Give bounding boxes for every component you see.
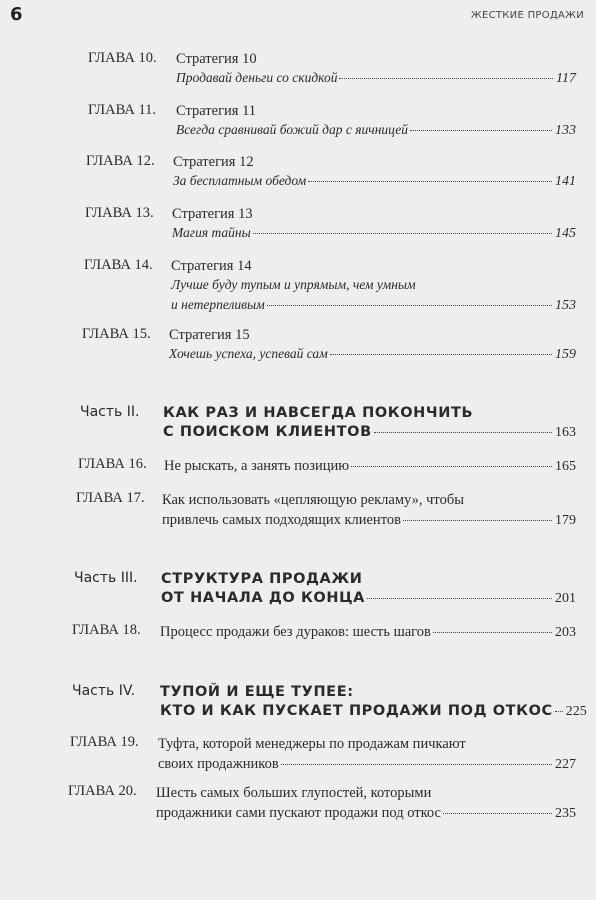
chapter-title: Стратегия 11 <box>176 103 257 119</box>
page-ref: 165 <box>555 459 576 474</box>
page-number: 6 <box>10 4 23 25</box>
leader-dots <box>339 78 553 79</box>
part-title: КАК РАЗ И НАВСЕГДА ПОКОНЧИТЬ <box>163 405 474 421</box>
page-ref: 163 <box>555 425 576 440</box>
page-ref: 153 <box>555 298 576 313</box>
page-ref: 201 <box>555 591 576 606</box>
leader-dots <box>281 764 552 765</box>
leader-dots <box>403 520 552 521</box>
chapter-subtitle: За бесплатным обедом <box>173 173 307 188</box>
page-ref: 141 <box>555 174 576 189</box>
page-ref: 203 <box>555 625 576 640</box>
chapter-subtitle: Продавай деньги со скидкой <box>176 70 338 85</box>
chapter-label: ГЛАВА 20. <box>68 783 137 799</box>
leader-dots <box>351 466 552 467</box>
chapter-label: ГЛАВА 16. <box>78 456 147 472</box>
leader-dots <box>330 354 552 355</box>
chapter-title: Процесс продажи без дураков: шесть шагов <box>160 624 431 640</box>
part-title: СТРУКТУРА ПРОДАЖИ <box>161 571 363 587</box>
chapter-title-cont: продажники сами пускают продажи под откос <box>156 805 441 821</box>
running-title: ЖЕСТКИЕ ПРОДАЖИ <box>470 10 584 21</box>
page-ref: 133 <box>555 123 576 138</box>
chapter-label: ГЛАВА 18. <box>72 622 141 638</box>
leader-dots <box>308 181 552 182</box>
chapter-title-cont: своих продажников <box>158 756 279 772</box>
chapter-label: ГЛАВА 13. <box>85 205 154 221</box>
part-label: Часть III. <box>74 570 138 586</box>
chapter-title-cont: привлечь самых подходящих клиентов <box>162 512 401 528</box>
page-ref: 235 <box>555 806 576 821</box>
leader-dots <box>374 432 552 433</box>
chapter-subtitle: Хочешь успеха, успевай сам <box>169 346 328 361</box>
chapter-title: Шесть самых больших глупостей, которыми <box>156 785 432 801</box>
chapter-title: Стратегия 12 <box>173 154 254 170</box>
chapter-title: Не рыскать, а занять позицию <box>164 458 350 474</box>
part-title-cont: КТО И КАК ПУСКАЕТ ПРОДАЖИ ПОД ОТКОС <box>160 703 553 719</box>
chapter-title: Как использовать «цепляющую рекламу», чтобы <box>162 492 464 508</box>
leader-dots <box>267 305 552 306</box>
chapter-label: ГЛАВА 14. <box>84 257 153 273</box>
chapter-subtitle-cont: и нетерпеливым <box>171 297 265 312</box>
page-ref: 159 <box>555 347 576 362</box>
part-label: Часть II. <box>80 404 140 420</box>
page-ref: 225 <box>565 704 587 719</box>
leader-dots <box>253 233 552 234</box>
part-title: ТУПОЙ И ЕЩЕ ТУПЕЕ: <box>160 684 354 700</box>
chapter-title: Стратегия 14 <box>171 258 252 274</box>
page-ref: 117 <box>556 71 576 86</box>
leader-dots <box>555 711 563 712</box>
page-ref: 179 <box>555 513 576 528</box>
chapter-label: ГЛАВА 12. <box>86 153 155 169</box>
chapter-subtitle: Всегда сравнивай божий дар с яичницей <box>176 122 408 137</box>
leader-dots <box>433 632 552 633</box>
chapter-label: ГЛАВА 19. <box>70 734 139 750</box>
leader-dots <box>367 598 552 599</box>
chapter-title: Стратегия 13 <box>172 206 253 222</box>
page-ref: 227 <box>555 757 576 772</box>
chapter-label: ГЛАВА 10. <box>88 50 157 66</box>
chapter-title: Стратегия 15 <box>169 327 250 343</box>
chapter-label: ГЛАВА 15. <box>82 326 151 342</box>
part-label: Часть IV. <box>72 683 136 699</box>
part-title-cont: ОТ НАЧАЛА ДО КОНЦА <box>161 590 365 606</box>
chapter-title: Стратегия 10 <box>176 51 257 67</box>
leader-dots <box>443 813 552 814</box>
chapter-title: Туфта, которой менеджеры по продажам пичкают <box>158 736 466 752</box>
chapter-label: ГЛАВА 11. <box>88 102 157 118</box>
page-ref: 145 <box>555 226 576 241</box>
leader-dots <box>410 130 552 131</box>
chapter-subtitle: Лучше буду тупым и упрямым, чем умным <box>171 277 416 292</box>
part-title-cont: С ПОИСКОМ КЛИЕНТОВ <box>163 424 372 440</box>
chapter-label: ГЛАВА 17. <box>76 490 145 506</box>
chapter-subtitle: Магия тайны <box>172 225 251 240</box>
